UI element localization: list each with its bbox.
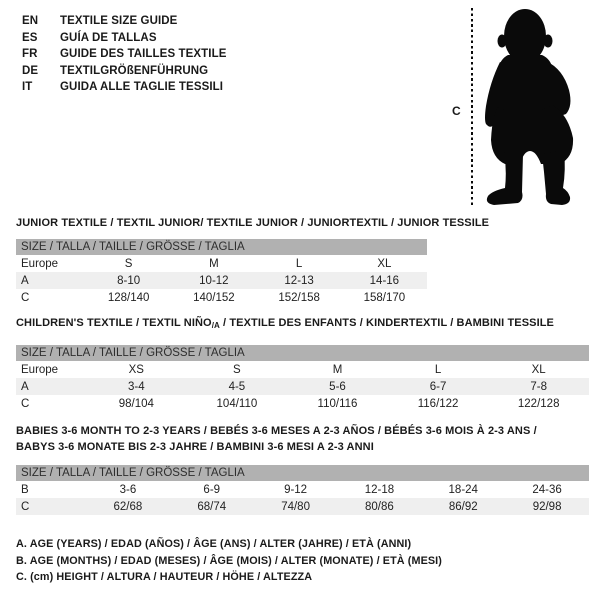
language-row-de	[22, 63, 227, 80]
size-cell: 86/92	[448, 500, 478, 513]
size-cell: 12-13	[284, 274, 314, 287]
size-cell: 24-36	[532, 483, 562, 496]
size-cell: 6-7	[429, 380, 447, 393]
table-row-age-months	[16, 481, 589, 498]
size-cell: 158/170	[363, 291, 406, 304]
size-cell: 6-9	[203, 483, 221, 496]
footnote-list	[16, 536, 442, 586]
language-row-it	[22, 79, 227, 96]
table-row-age	[16, 378, 589, 395]
size-cell: 122/128	[517, 397, 560, 410]
size-cell: XL	[531, 363, 546, 376]
childrens-size-table	[16, 345, 589, 412]
size-cell: 116/122	[417, 397, 459, 410]
table-row-age	[16, 272, 427, 289]
language-code: EN	[22, 15, 39, 27]
language-row-en	[22, 13, 227, 30]
childrens-table-title: CHILDREN'S TEXTILE / TEXTIL $NIÑO_{/A}$ / TEXTILE DES ENFANTS / KINDERTEXTIL / BAMBINI TESSILE	[16, 317, 554, 330]
size-cell: 3-4	[127, 380, 145, 393]
size-cell: 68/74	[197, 500, 227, 513]
size-cell: XS	[128, 363, 144, 376]
junior-size-table	[16, 239, 427, 306]
footnote-b: B. AGE (MONTHS) / EDAD (MESES) / ÂGE (MOIS) / ALTER (MONATE) / ETÀ (MESI)	[16, 554, 442, 567]
language-code: ES	[22, 31, 38, 44]
size-cell: 104/110	[216, 397, 258, 410]
table-row-height	[16, 395, 589, 412]
size-cell: 92/98	[532, 500, 562, 513]
row-label: Europe	[21, 257, 59, 270]
size-cell: 14-16	[369, 274, 400, 287]
language-code: FR	[22, 48, 38, 60]
row-label: B	[21, 483, 29, 496]
footnote-a: A. AGE (YEARS) / EDAD (AÑOS) / ÂGE (ANS) / ALTER (JAHRE) / ETÀ (ANNI)	[16, 538, 412, 550]
size-cell: 10-12	[199, 274, 229, 287]
size-cell: 62/68	[113, 500, 143, 513]
size-cell: M	[332, 363, 343, 376]
size-cell: 5-6	[329, 380, 346, 393]
row-label: Europe	[21, 363, 59, 376]
language-list	[22, 13, 227, 96]
row-label: A	[21, 380, 29, 393]
table-row-europe	[16, 361, 589, 378]
height-measure-label: C	[452, 104, 461, 118]
row-label: A	[21, 274, 29, 287]
babies-textile-section	[16, 425, 589, 515]
size-cell: 80/86	[365, 500, 394, 513]
size-header-bar: SIZE / TALLA / TAILLE / GRÖSSE / TAGLIA	[16, 465, 589, 481]
babies-size-table	[16, 465, 589, 515]
table-row-height	[16, 498, 589, 515]
junior-table-title: JUNIOR TEXTILE / TEXTIL JUNIOR/ TEXTILE JUNIOR / JUNIORTEXTIL / JUNIOR TESSILE	[16, 217, 490, 229]
childrens-textile-section	[16, 317, 589, 412]
size-cell: L	[434, 363, 442, 376]
size-cell: 110/116	[317, 397, 358, 410]
language-label: GUIDA ALLE TAGLIE TESSILI	[60, 81, 224, 93]
size-cell: 98/104	[118, 397, 154, 410]
row-label: C	[21, 291, 30, 304]
babies-table-title-line1: BABIES 3-6 MONTH TO 2-3 YEARS / BEBÉS 3-6 MESES A 2-3 AÑOS / BÉBÉS 3-6 MOIS À 2-3 ANS /	[16, 425, 537, 437]
size-cell: 4-5	[228, 380, 246, 393]
table-row-height	[16, 289, 427, 306]
size-cell: 8-10	[117, 274, 141, 287]
size-cell: 7-8	[530, 380, 547, 393]
footnote-c: C. (cm) HEIGHT / ALTURA / HAUTEUR / HÖHE / ALTEZZA	[16, 571, 313, 583]
size-cell: M	[209, 257, 219, 270]
language-code: IT	[22, 81, 33, 93]
size-cell: S	[233, 363, 241, 376]
size-cell: XL	[377, 257, 392, 270]
size-cell: 12-18	[364, 483, 395, 496]
size-header-bar: SIZE / TALLA / TAILLE / GRÖSSE / TAGLIA	[16, 345, 589, 361]
height-dashed-line	[471, 8, 473, 207]
junior-textile-section	[16, 217, 490, 306]
babies-table-title-line2: BABYS 3-6 MONATE BIS 2-3 JAHRE / BAMBINI 3-6 MESI A 2-3 ANNI	[16, 441, 374, 453]
language-label: TEXTILGRÖßENFÜHRUNG	[60, 64, 209, 77]
size-cell: 74/80	[281, 500, 310, 513]
language-label: TEXTILE SIZE GUIDE	[60, 15, 178, 27]
language-row-es	[22, 30, 227, 47]
size-cell: L	[295, 257, 303, 270]
size-cell: S	[124, 257, 133, 270]
baby-silhouette-icon	[478, 4, 588, 210]
language-row-fr	[22, 46, 227, 63]
language-code: DE	[22, 64, 39, 77]
row-label: C	[21, 397, 30, 410]
row-label: C	[21, 500, 30, 513]
size-header-bar: SIZE / TALLA / TAILLE / GRÖSSE / TAGLIA	[16, 239, 427, 255]
title-subscript: /A	[211, 321, 220, 330]
size-cell: 3-6	[119, 483, 137, 496]
table-row-europe	[16, 255, 427, 272]
size-cell: 152/158	[278, 291, 320, 304]
language-label: GUÍA DE TALLAS	[60, 31, 157, 44]
size-cell: 9-12	[284, 483, 308, 496]
language-label: GUIDE DES TAILLES TEXTILE	[60, 48, 227, 60]
size-cell: 128/140	[107, 291, 150, 304]
size-cell: 18-24	[448, 483, 478, 496]
size-cell: 140/152	[193, 291, 235, 304]
